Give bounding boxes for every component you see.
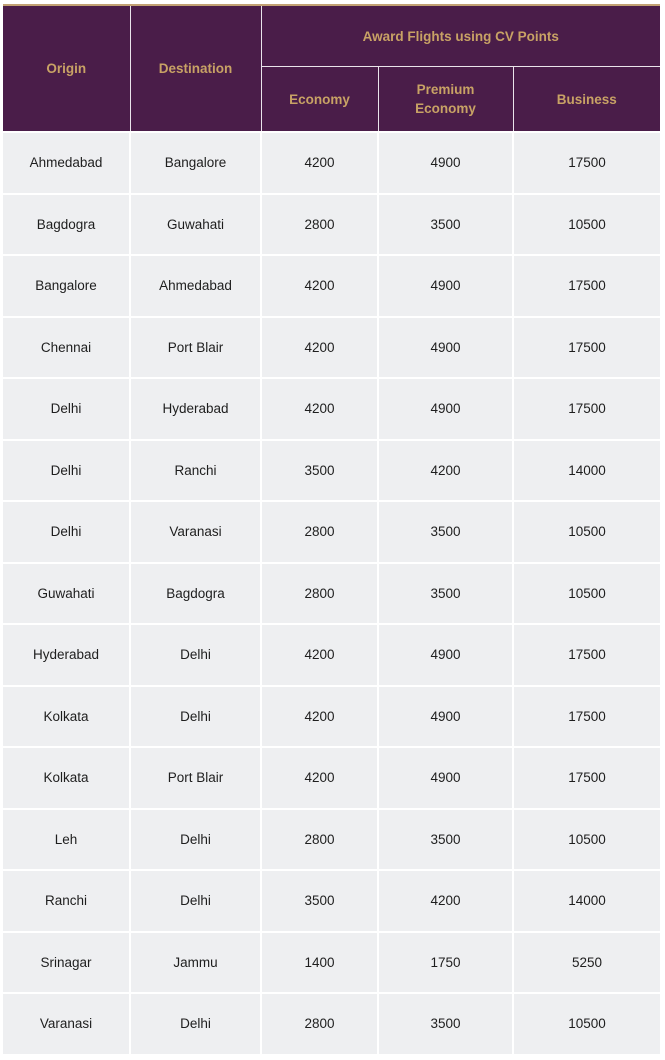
cell-business: 10500 xyxy=(513,809,660,871)
cell-origin: Hyderabad xyxy=(3,624,130,686)
column-group-award-flights: Award Flights using CV Points xyxy=(261,6,660,67)
cell-economy: 4200 xyxy=(261,132,378,194)
table-row xyxy=(3,624,660,686)
cell-premium-economy: 1750 xyxy=(378,932,513,994)
table-row xyxy=(3,686,660,748)
header-row-group xyxy=(3,6,660,67)
table-row xyxy=(3,993,660,1055)
table-row xyxy=(3,194,660,256)
cell-destination: Delhi xyxy=(130,809,261,871)
table-row xyxy=(3,747,660,809)
cell-origin: Delhi xyxy=(3,501,130,563)
table-row xyxy=(3,809,660,871)
cell-economy: 4200 xyxy=(261,255,378,317)
cell-premium-economy: 4900 xyxy=(378,624,513,686)
table-row xyxy=(3,501,660,563)
table-row xyxy=(3,440,660,502)
table-row xyxy=(3,932,660,994)
cell-origin: Ranchi xyxy=(3,870,130,932)
cell-origin: Delhi xyxy=(3,378,130,440)
cell-origin: Delhi xyxy=(3,440,130,502)
table-row xyxy=(3,378,660,440)
cell-destination: Varanasi xyxy=(130,501,261,563)
cell-economy: 2800 xyxy=(261,993,378,1055)
cell-business: 17500 xyxy=(513,132,660,194)
cell-destination: Ranchi xyxy=(130,440,261,502)
cell-premium-economy: 3500 xyxy=(378,194,513,256)
award-flights-table xyxy=(3,6,660,1056)
cell-business: 17500 xyxy=(513,747,660,809)
cell-origin: Guwahati xyxy=(3,563,130,625)
cell-premium-economy: 3500 xyxy=(378,993,513,1055)
cell-origin: Chennai xyxy=(3,317,130,379)
cell-destination: Delhi xyxy=(130,624,261,686)
cell-economy: 2800 xyxy=(261,809,378,871)
cell-destination: Ahmedabad xyxy=(130,255,261,317)
cell-economy: 4200 xyxy=(261,317,378,379)
cell-premium-economy: 3500 xyxy=(378,809,513,871)
cell-destination: Jammu xyxy=(130,932,261,994)
cell-premium-economy: 4200 xyxy=(378,870,513,932)
cell-economy: 3500 xyxy=(261,440,378,502)
table-row xyxy=(3,563,660,625)
table-row xyxy=(3,317,660,379)
cell-business: 17500 xyxy=(513,378,660,440)
cell-premium-economy: 3500 xyxy=(378,563,513,625)
column-header-destination: Destination xyxy=(130,6,261,132)
cell-destination: Delhi xyxy=(130,870,261,932)
cell-business: 10500 xyxy=(513,563,660,625)
cell-business: 10500 xyxy=(513,501,660,563)
cell-economy: 2800 xyxy=(261,501,378,563)
cell-business: 5250 xyxy=(513,932,660,994)
cell-origin: Leh xyxy=(3,809,130,871)
column-header-business: Business xyxy=(513,67,660,133)
cell-destination: Port Blair xyxy=(130,747,261,809)
table-row xyxy=(3,132,660,194)
cell-business: 10500 xyxy=(513,993,660,1055)
cell-destination: Hyderabad xyxy=(130,378,261,440)
cell-economy: 3500 xyxy=(261,870,378,932)
cell-economy: 4200 xyxy=(261,686,378,748)
award-flights-table-container xyxy=(3,4,660,1056)
cell-economy: 1400 xyxy=(261,932,378,994)
cell-business: 14000 xyxy=(513,440,660,502)
column-header-origin: Origin xyxy=(3,6,130,132)
column-header-economy: Economy xyxy=(261,67,378,133)
cell-origin: Kolkata xyxy=(3,686,130,748)
cell-destination: Guwahati xyxy=(130,194,261,256)
cell-origin: Kolkata xyxy=(3,747,130,809)
cell-business: 17500 xyxy=(513,255,660,317)
cell-premium-economy: 4900 xyxy=(378,686,513,748)
cell-economy: 4200 xyxy=(261,747,378,809)
table-row xyxy=(3,870,660,932)
cell-business: 17500 xyxy=(513,624,660,686)
cell-business: 14000 xyxy=(513,870,660,932)
cell-destination: Bagdogra xyxy=(130,563,261,625)
cell-premium-economy: 4200 xyxy=(378,440,513,502)
cell-destination: Delhi xyxy=(130,993,261,1055)
cell-premium-economy: 4900 xyxy=(378,378,513,440)
table-body xyxy=(3,132,660,1055)
cell-origin: Srinagar xyxy=(3,932,130,994)
cell-premium-economy: 4900 xyxy=(378,747,513,809)
column-header-premium-economy xyxy=(378,67,513,133)
premium-economy-line2: Economy xyxy=(415,101,476,116)
cell-origin: Ahmedabad xyxy=(3,132,130,194)
table-header xyxy=(3,6,660,132)
cell-business: 17500 xyxy=(513,686,660,748)
cell-economy: 2800 xyxy=(261,563,378,625)
cell-business: 10500 xyxy=(513,194,660,256)
cell-destination: Delhi xyxy=(130,686,261,748)
cell-premium-economy: 4900 xyxy=(378,255,513,317)
cell-business: 17500 xyxy=(513,317,660,379)
cell-premium-economy: 3500 xyxy=(378,501,513,563)
cell-economy: 2800 xyxy=(261,194,378,256)
cell-destination: Port Blair xyxy=(130,317,261,379)
premium-economy-line1: Premium xyxy=(416,82,475,97)
cell-origin: Bagdogra xyxy=(3,194,130,256)
cell-economy: 4200 xyxy=(261,624,378,686)
cell-origin: Varanasi xyxy=(3,993,130,1055)
cell-premium-economy: 4900 xyxy=(378,317,513,379)
cell-destination: Bangalore xyxy=(130,132,261,194)
cell-premium-economy: 4900 xyxy=(378,132,513,194)
cell-origin: Bangalore xyxy=(3,255,130,317)
table-row xyxy=(3,255,660,317)
cell-economy: 4200 xyxy=(261,378,378,440)
